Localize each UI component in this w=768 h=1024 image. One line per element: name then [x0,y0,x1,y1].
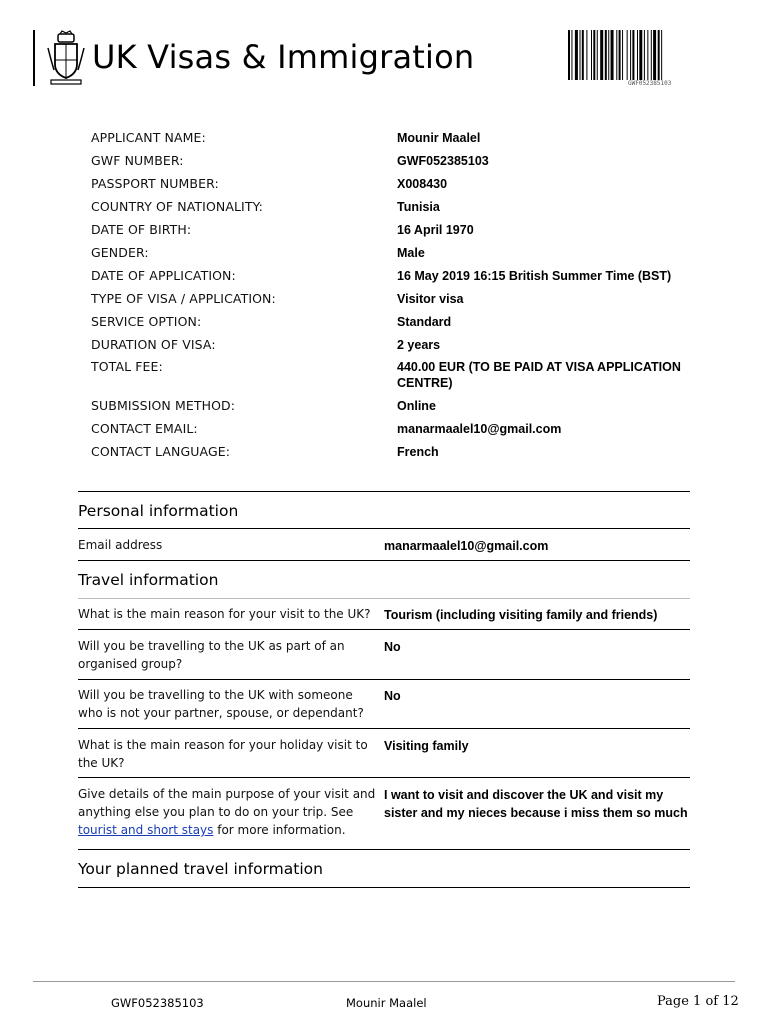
section-divider [78,491,690,492]
travel-answer: No [384,640,401,654]
barcode-bar [611,30,614,80]
row-divider [78,728,690,729]
tourist-short-stays-link[interactable]: tourist and short stays [78,823,214,837]
summary-value: X008430 [397,177,448,191]
barcode-bar [575,30,578,80]
section-title-planned-travel: Your planned travel information [78,860,323,878]
barcode-bar [651,30,652,80]
summary-value: Standard [397,315,452,329]
barcode-bar [639,30,642,80]
summary-row [91,199,711,222]
summary-label: DATE OF BIRTH: [91,222,192,237]
barcode-bar [597,30,598,80]
summary-label: TOTAL FEE: [91,359,163,374]
barcode-bar [647,30,648,80]
summary-row [91,222,711,245]
section-title-travel: Travel information [78,571,219,589]
summary-row [91,176,711,199]
summary-row [91,268,711,291]
section-title-personal: Personal information [78,502,239,520]
section-divider [78,887,690,888]
barcode-bar [608,30,609,80]
barcode-bar [605,30,607,80]
summary-label: DURATION OF VISA: [91,337,216,352]
summary-value: Online [397,399,436,413]
barcode-bar [593,30,595,80]
summary-value: Mounir Maalel [397,131,481,145]
row-divider [78,629,690,630]
barcode-bar [644,30,645,80]
summary-row [91,291,711,314]
purpose-question-suffix: for more information. [217,823,346,837]
summary-value: Male [397,246,425,260]
barcode-bar [632,30,634,80]
summary-row [91,421,711,444]
summary-row [91,359,711,398]
summary-value: French [397,445,439,459]
summary-value: 2 years [397,338,441,352]
summary-row [91,314,711,337]
summary-label: COUNTRY OF NATIONALITY: [91,199,263,214]
travel-answer: Tourism (including visiting family and friends) [384,608,658,622]
purpose-answer: I want to visit and discover the UK and visit my sister and my nieces because i miss them so much [384,788,688,820]
summary-label: SUBMISSION METHOD: [91,398,236,413]
barcode [568,30,738,80]
summary-label: PASSPORT NUMBER: [91,176,219,191]
summary-value: Tunisia [397,200,440,214]
barcode-bar [591,30,592,80]
summary-value: 440.00 EUR (TO BE PAID AT VISA APPLICATION CENTRE) [397,360,681,390]
purpose-question-text: Give details of the main purpose of your visit and anything else you plan to do on your trip. See [78,787,376,819]
barcode-number: GWF052385103 [628,80,672,87]
summary-label: APPLICANT NAME: [91,130,206,145]
barcode-bar [637,30,638,80]
summary-label: DATE OF APPLICATION: [91,268,236,283]
summary-value: manarmaalel10@gmail.com [397,422,562,436]
barcode-bar [661,30,662,80]
travel-question: Will you be travelling to the UK with someone who is not your partner, spouse, or dependant? [78,688,364,720]
summary-value: 16 May 2019 16:15 British Summer Time (BST) [397,269,672,283]
barcode-bar [630,30,631,80]
summary-label: SERVICE OPTION: [91,314,202,329]
travel-question: What is the main reason for your visit to the UK? [78,607,371,621]
summary-row [91,398,711,421]
row-divider [78,560,690,561]
summary-row [91,245,711,268]
summary-label: GENDER: [91,245,149,260]
email-value: manarmaalel10@gmail.com [384,539,549,553]
row-divider [78,598,690,599]
applicant-summary [91,130,711,467]
row-divider [78,679,690,680]
travel-answer: Visiting family [384,739,469,753]
travel-question: What is the main reason for your holiday visit to the UK? [78,738,368,770]
email-label: Email address [78,538,163,552]
barcode-bar [586,30,587,80]
barcode-bar [616,30,617,80]
barcode-bar [627,30,628,80]
page-title: UK Visas & Immigration [92,38,475,76]
summary-row [91,130,711,153]
travel-answer: No [384,689,401,703]
header-divider [33,30,35,86]
summary-label: TYPE OF VISA / APPLICATION: [91,291,276,306]
summary-value: Visitor visa [397,292,464,306]
barcode-bar [658,30,660,80]
barcode-bar [582,30,584,80]
footer-page-number: Page 1 of 12 [657,994,739,1009]
travel-question: Will you be travelling to the UK as part of an organised group? [78,639,345,671]
summary-value: GWF052385103 [397,154,489,168]
barcode-bar [568,30,570,80]
summary-label: GWF NUMBER: [91,153,184,168]
barcode-bar [580,30,581,80]
footer-divider [33,981,735,982]
section-divider [78,528,690,529]
royal-crest-logo [45,30,87,86]
summary-row [91,153,711,176]
barcode-bar [571,30,572,80]
row-divider [78,777,690,778]
footer-applicant-name: Mounir Maalel [346,996,427,1010]
barcode-bar [622,30,623,80]
row-divider [78,849,690,850]
barcode-bar [600,30,603,80]
summary-label: CONTACT LANGUAGE: [91,444,231,459]
summary-row [91,337,711,359]
barcode-bar [653,30,656,80]
purpose-question [78,785,378,839]
summary-label: CONTACT EMAIL: [91,421,198,436]
footer-gwf: GWF052385103 [111,996,204,1010]
summary-row [91,444,711,467]
barcode-bar [619,30,621,80]
summary-value: 16 April 1970 [397,223,474,237]
